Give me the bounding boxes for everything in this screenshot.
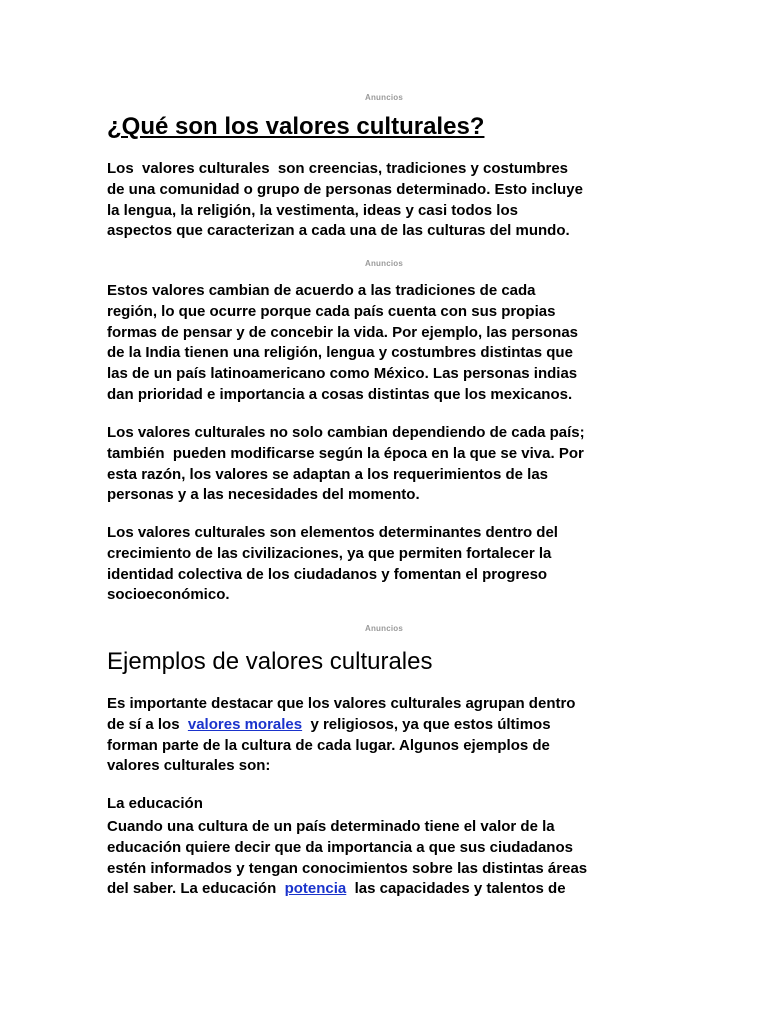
text-line: socioeconómico.: [107, 586, 230, 604]
text-fragment: las capacidades y talentos de: [346, 880, 566, 898]
text-line: Cuando una cultura de un país determinado tiene el valor de la: [107, 818, 555, 835]
ad-label: Anuncios: [364, 93, 404, 102]
text-line: dan prioridad e importancia a cosas distintas que los mexicanos.: [107, 385, 573, 403]
subheading-education: La educación: [107, 795, 203, 812]
text-line: forman parte de la cultura de cada lugar. Algunos ejemplos de: [107, 736, 550, 754]
ad-label: Anuncios: [364, 624, 404, 633]
text-line: de una comunidad o grupo de personas determinado. Esto incluye: [107, 180, 583, 198]
text-fragment: del saber. La educación: [107, 880, 285, 898]
paragraph-growth: [107, 523, 667, 606]
text-line: personas y a las necesidades del momento.: [107, 486, 420, 504]
text-line: Estos valores cambian de acuerdo a las tradiciones de cada: [107, 282, 536, 299]
valores-morales-link[interactable]: valores morales: [187, 715, 303, 733]
text-line-with-link: [107, 715, 667, 736]
text-line: aspectos que caracterizan a cada una de las culturas del mundo.: [107, 222, 570, 240]
paragraph-era: [107, 423, 667, 506]
paragraph-education: [107, 817, 667, 900]
text-fragment: y religiosos, ya que estos últimos: [302, 715, 551, 733]
ad-label: Anuncios: [364, 259, 404, 268]
text-line-with-link: [107, 879, 667, 900]
text-line: Es importante destacar que los valores culturales agrupan dentro: [107, 695, 576, 712]
text-line: también pueden modificarse según la época en la que se viva. Por: [107, 444, 584, 462]
text-line: Los valores culturales son elementos determinantes dentro del: [107, 524, 558, 541]
potencia-link[interactable]: potencia: [284, 880, 347, 898]
text-line: valores culturales son:: [107, 757, 271, 775]
text-fragment: de sí a los: [107, 715, 188, 733]
section-heading: Ejemplos de valores culturales: [107, 648, 433, 675]
text-line: las de un país latinoamericano como México. Las personas indias: [107, 365, 578, 383]
paragraph-change: [107, 281, 667, 406]
text-line: Los valores culturales son creencias, tradiciones y costumbres: [107, 160, 569, 177]
text-line: identidad colectiva de los ciudadanos y fomentan el progreso: [107, 565, 548, 583]
text-line: estén informados y tengan conocimientos sobre las distintas áreas: [107, 859, 588, 877]
text-line: región, lo que ocurre porque cada país cuenta con sus propias: [107, 302, 556, 320]
text-line: Los valores culturales no solo cambian dependiendo de cada país;: [107, 424, 585, 441]
text-line: esta razón, los valores se adaptan a los requerimientos de las: [107, 465, 549, 483]
paragraph-examples: [107, 694, 667, 777]
page-title: ¿Qué son los valores culturales?: [107, 113, 485, 140]
text-line: educación quiere decir que da importancia a que sus ciudadanos: [107, 838, 573, 856]
paragraph-intro: [107, 159, 667, 242]
text-line: crecimiento de las civilizaciones, ya que permiten fortalecer la: [107, 544, 552, 562]
text-line: formas de pensar y de concebir la vida. Por ejemplo, las personas: [107, 323, 579, 341]
text-line: de la India tienen una religión, lengua y costumbres distintas que: [107, 344, 573, 362]
text-line: la lengua, la religión, la vestimenta, ideas y casi todos los: [107, 201, 518, 219]
